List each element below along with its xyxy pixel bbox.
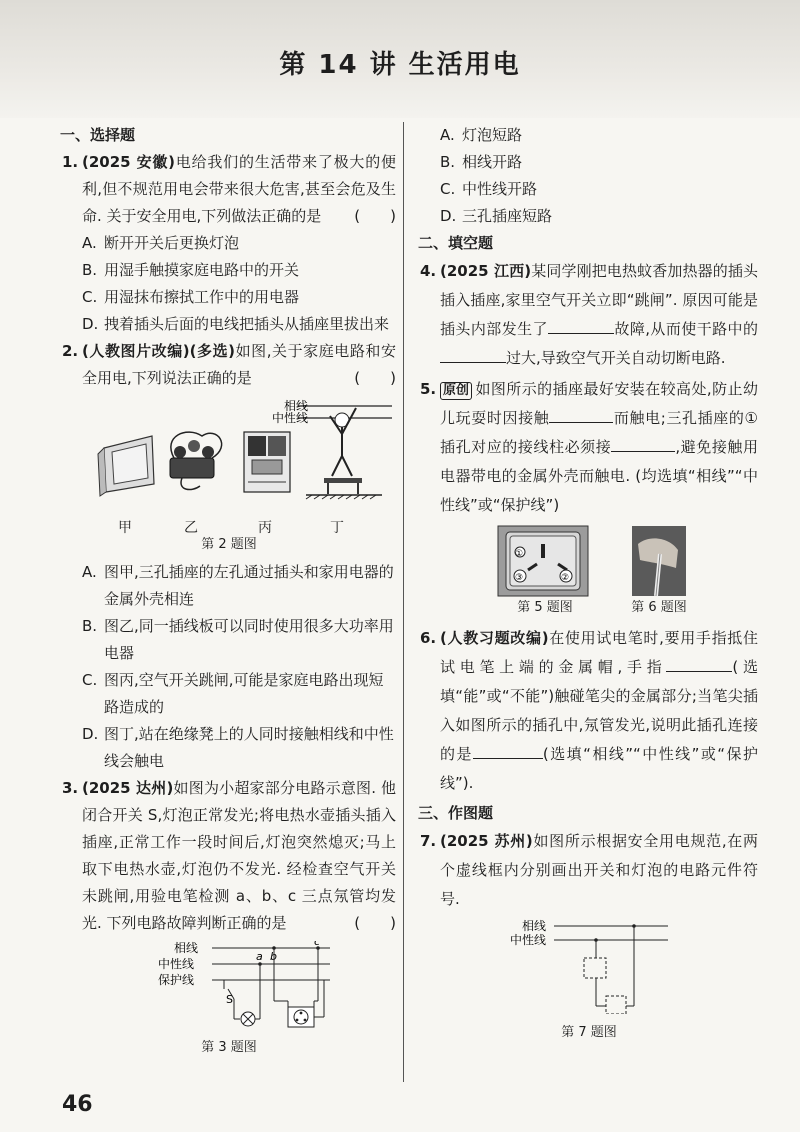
question-text: (选填“相线”“中性线”或“保护线”).	[440, 745, 758, 792]
dashed-box-lower[interactable]	[606, 996, 626, 1014]
option-label: C.	[82, 671, 98, 689]
option-label: A.	[440, 126, 455, 144]
option-text: 用湿抹布擦拭工作中的用电器	[104, 288, 300, 306]
figure-caption-6: 第 6 题图	[631, 600, 687, 615]
question-6	[420, 624, 758, 798]
question-text: 某同学刚把电热蚊香加热器的插头插入插座,家里空气开关立即“跳闸”. 原因可能是插头内部发生了	[440, 262, 758, 338]
label-jia: 甲	[118, 520, 132, 536]
right-column	[420, 122, 758, 1047]
question-text: 如图,关于家庭电路和安全用电,下列说法正确的是	[82, 342, 396, 387]
option-text: 图乙,同一插线板可以同时使用很多大功率用电器	[104, 617, 394, 662]
option-label: A.	[82, 563, 97, 581]
question-text: 如图所示根据安全用电规范,在两个虚线框内分别画出开关和灯泡的电路元件符号.	[440, 832, 758, 908]
answer-blank[interactable]	[440, 344, 506, 363]
option-1d	[62, 311, 396, 338]
option-label: B.	[82, 261, 98, 279]
question-number: 5.	[420, 380, 437, 398]
original-tag: 原创	[440, 382, 472, 400]
answer-blank[interactable]	[549, 404, 613, 423]
answer-blank[interactable]	[473, 740, 543, 759]
option-1b	[62, 257, 396, 284]
question-number: 1.	[62, 153, 79, 171]
question-text: 电给我们的生活带来了极大的便利,但不规范用电会带来很大危害,甚至会危及生命. 关于安全用电,下列做法正确的是	[82, 153, 396, 225]
figure-q5-q6	[420, 524, 758, 620]
label-ground-wire: 保护线	[158, 973, 195, 987]
page-number: 46	[62, 1092, 93, 1117]
answer-blank[interactable]	[666, 653, 732, 672]
option-1a	[62, 230, 396, 257]
answer-blank[interactable]	[611, 433, 675, 452]
label-neutral-wire: 中性线	[158, 957, 195, 971]
option-3a	[420, 122, 758, 149]
three-hole-socket-illustration	[498, 526, 588, 596]
option-2d	[62, 721, 396, 775]
option-text: 用湿手触摸家庭电路中的开关	[104, 261, 300, 279]
dashed-box-upper[interactable]	[584, 958, 606, 978]
question-number: 6.	[420, 629, 437, 647]
question-source: (2025 江西)	[440, 262, 532, 280]
option-2a	[62, 559, 396, 613]
left-column	[62, 122, 396, 1062]
question-text: 过大,导致空气开关自动切断电路.	[506, 349, 726, 367]
option-1c	[62, 284, 396, 311]
option-text: 相线开路	[462, 153, 523, 171]
breaker-illustration	[244, 432, 290, 492]
option-label: A.	[82, 234, 97, 252]
answer-blank[interactable]	[548, 315, 614, 334]
question-text: 而触电;三孔插座的①插孔对应的接线柱必须接	[440, 409, 758, 456]
option-text: 三孔插座短路	[462, 207, 553, 225]
label-live-wire: 相线	[284, 399, 309, 413]
test-pen-photo	[632, 526, 686, 596]
figure-caption-5: 第 5 题图	[517, 600, 573, 615]
question-number: 4.	[420, 262, 437, 280]
label-neutral-wire: 中性线	[510, 933, 547, 947]
option-text: 图丙,空气开关跳闸,可能是家庭电路出现短路造成的	[104, 671, 384, 716]
question-7	[420, 827, 758, 914]
question-text: 如图为小超家部分电路示意图. 他闭合开关 S,灯泡正常发光;将电热水壶插头插入插座,正常工作一段时间后,灯泡突然熄灭;马上取下电热水壶,灯泡仍不发光. 经检查空气开关未跳闸,用验电笔检测 a、b、c 三点氖管均发光. 下列电路故障判断正确的是	[82, 779, 396, 932]
option-label: B.	[82, 617, 98, 635]
question-source: (2025 达州)	[82, 779, 174, 797]
question-text: 如图所示的插座最好安装在较高处,防止幼儿玩耍时因接触	[440, 380, 758, 427]
figure-caption: 第 3 题图	[201, 1040, 257, 1055]
point-a: a	[256, 950, 263, 963]
label-yi: 乙	[184, 520, 198, 536]
section-heading-choice: 一、选择题	[60, 126, 136, 144]
figure-q2	[62, 396, 396, 555]
option-2c	[62, 667, 396, 721]
power-strip-illustration	[170, 432, 222, 489]
socket-mark-2: ②	[561, 573, 570, 583]
point-c: c	[314, 941, 321, 948]
question-source: (人教图片改编)(多选)	[82, 342, 236, 360]
question-5	[420, 375, 758, 520]
question-source: (2025 苏州)	[440, 832, 533, 850]
option-text: 图丁,站在绝缘凳上的人同时接触相线和中性线会触电	[104, 725, 394, 770]
option-text: 拽着插头后面的电线把插头从插座里拔出来	[104, 315, 390, 333]
question-source: (2025 安徽)	[82, 153, 176, 171]
answer-paren: ( )	[354, 207, 396, 225]
question-3	[62, 775, 396, 937]
option-label: C.	[82, 288, 98, 306]
question-text: 故障,从而使干路中的	[613, 320, 758, 338]
figure-q5-q6-illustration	[420, 524, 758, 600]
option-label: B.	[440, 153, 456, 171]
socket-mark-3: ③	[515, 573, 524, 583]
figure-q7	[420, 918, 758, 1043]
figure-q2-illustration	[62, 396, 396, 506]
question-2	[62, 338, 396, 392]
option-label: D.	[82, 315, 99, 333]
question-source: (人教习题改编)	[440, 629, 549, 647]
figure-caption: 第 2 题图	[201, 537, 257, 552]
question-1	[62, 149, 396, 230]
option-label: D.	[82, 725, 99, 743]
option-3b	[420, 149, 758, 176]
figure-q2-labels	[62, 515, 396, 535]
option-2b	[62, 613, 396, 667]
label-bing: 丙	[258, 520, 272, 536]
option-text: 断开开关后更换灯泡	[104, 234, 240, 252]
option-text: 图甲,三孔插座的左孔通过插头和家用电器的金属外壳相连	[104, 563, 394, 608]
option-text: 灯泡短路	[462, 126, 523, 144]
question-number: 2.	[62, 342, 79, 360]
answer-paren: ( )	[354, 914, 396, 932]
label-ding: 丁	[330, 520, 344, 536]
option-text: 中性线开路	[462, 180, 538, 198]
option-label: C.	[440, 180, 456, 198]
question-text: ,避免接触用电器带电的金属外壳而触电. (均选填“相线”“中性线”或“保护线”)	[440, 438, 758, 514]
option-label: D.	[440, 207, 457, 225]
socket-illustration	[98, 436, 154, 496]
option-3c	[420, 176, 758, 203]
answer-paren: ( )	[354, 369, 396, 387]
question-number: 3.	[62, 779, 79, 797]
socket-mark-1: ①	[515, 549, 524, 559]
page-title: 第 14 讲 生活用电	[279, 50, 521, 80]
switch-label: S	[226, 993, 233, 1006]
point-b: b	[270, 950, 277, 963]
question-number: 7.	[420, 832, 437, 850]
figure-q3-circuit	[62, 941, 396, 1029]
label-live-wire: 相线	[522, 919, 547, 933]
section-heading-fill: 二、填空题	[418, 234, 494, 252]
figure-caption: 第 7 题图	[561, 1025, 617, 1040]
label-neutral-wire: 中性线	[272, 411, 309, 425]
label-live-wire: 相线	[174, 941, 199, 955]
question-4	[420, 257, 758, 373]
option-3d	[420, 203, 758, 230]
figure-q7-circuit	[420, 918, 758, 1014]
section-heading-draw: 三、作图题	[418, 804, 494, 822]
column-divider	[403, 122, 404, 1082]
question-text: 在使用试电笔时,要用手指抵住试电笔上端的金属帽,手指	[440, 629, 758, 676]
question-text: (选填“能”或“不能”)触碰笔尖的金属部分;当笔尖插入如图所示的插孔中,氖管发光,说明此插孔连接的是	[440, 658, 758, 763]
person-on-stool-illustration	[298, 406, 392, 499]
figure-q3	[62, 941, 396, 1058]
